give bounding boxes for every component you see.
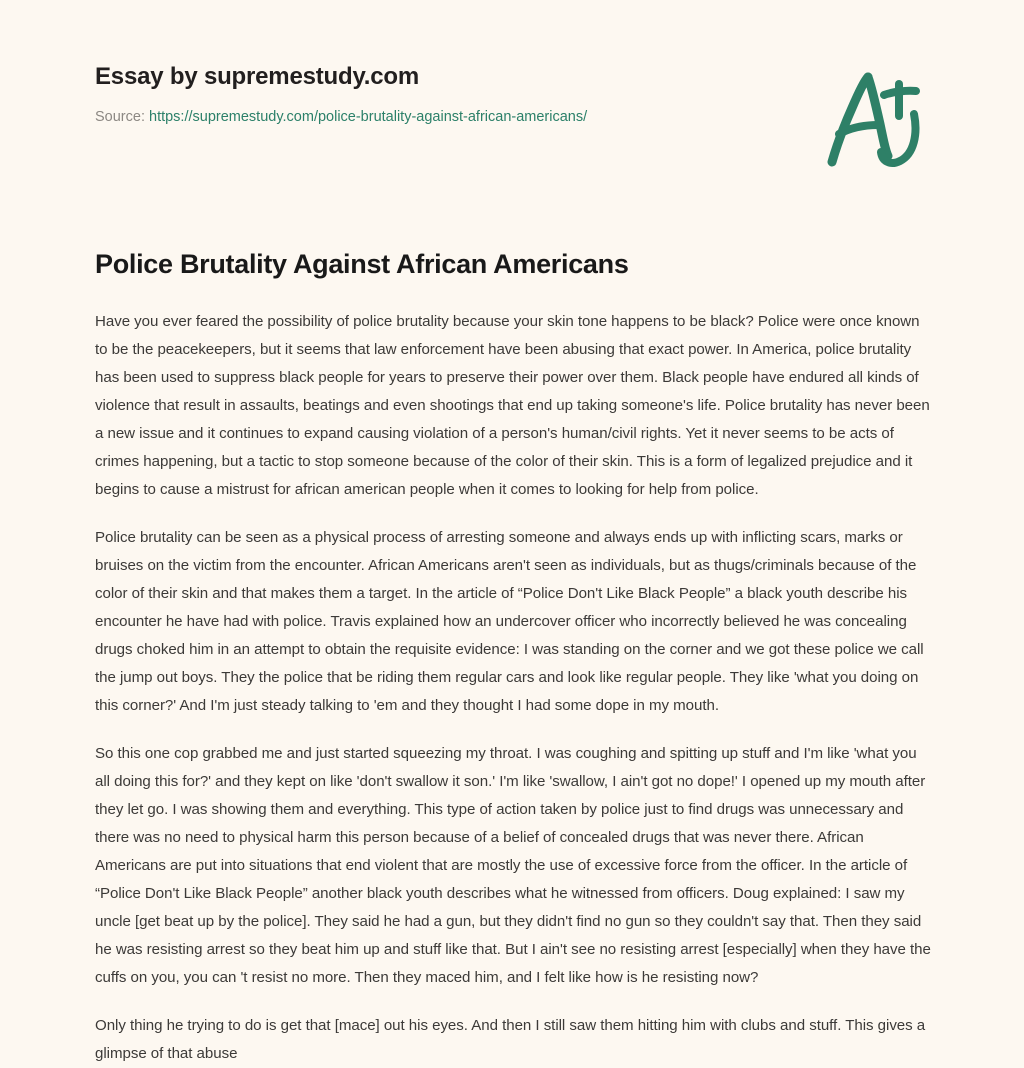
brand-title: Essay by supremestudy.com <box>95 63 420 90</box>
article-paragraph: Have you ever feared the possibility of police brutality because your skin tone happens to be black? Police were once known to be the peacekeepers, but it seems that law enforcement have been abusing that exact power. In America, police brutality has been used to suppress black people for years to preserve their power over them. Black people have endured all kinds of violence that result in assaults, beatings and even shootings that end up taking someone's life. Police brutality has never been a new issue and it continues to expand causing violation of a person's human/civil rights. Yet it never seems to be acts of crimes happening, but a tactic to stop someone because of the color of their skin. This is a form of legalized prejudice and it begins to cause a mistrust for african american people when it comes to looking for help from police. <box>95 312 930 498</box>
source-line <box>95 108 587 127</box>
article-paragraph: Police brutality can be seen as a physical process of arresting someone and always ends up with inflicting scars, marks or bruises on the victim from the encounter. African Americans aren't seen as individuals, but as thugs/criminals because of the color of their skin and that makes them a target. In the article of “Police Don't Like Black People” a black youth describe his encounter he have had with police. Travis explained how an undercover officer who incorrectly believed he was concealing drugs choked him in an attempt to obtain the requisite evidence: I was standing on the corner and we got these police we call the jump out boys. They the police that be riding them regular cars and look like regular people. They like 'what you doing on this corner?' And I'm just steady talking to 'em and they thought I had some dope in my mouth. <box>95 528 924 714</box>
article-body <box>95 308 931 1068</box>
a-plus-logo <box>806 62 934 172</box>
a-plus-logo-icon <box>806 62 934 172</box>
article-paragraph: Only thing he trying to do is get that [mace] out his eyes. And then I still saw them hitting him with clubs and stuff. This gives a glimpse of that abuse <box>95 1016 926 1062</box>
article-paragraph: So this one cop grabbed me and just started squeezing my throat. I was coughing and spitting up stuff and I'm like 'what you all doing this for?' and they kept on like 'don't swallow it son.' I'm like 'swallow, I ain't got no dope!' I opened up my mouth after they let go. I was showing them and everything. This type of action taken by police just to find drugs was unnecessary and there was no need to physical harm this person because of a belief of concealed drugs that was never there. African Americans are put into situations that end violent that are mostly the use of excessive force from the officer. In the article of “Police Don't Like Black People” another black youth describes what he witnessed from officers. Doug explained: I saw my uncle [get beat up by the police]. They said he had a gun, but they didn't find no gun so they couldn't say that. Then they said he was resisting arrest so they beat him up and stuff like that. But I ain't see no resisting arrest [especially] when they have the cuffs on you, you can 't resist no more. Then they maced him, and I felt like how is he resisting now? <box>95 744 931 986</box>
page-header <box>0 0 1024 200</box>
article <box>95 248 931 1068</box>
source-label: Source: <box>95 108 149 125</box>
page-title: Police Brutality Against African Americans <box>95 249 629 279</box>
source-url-link[interactable]: https://supremestudy.com/police-brutality-against-african-americans/ <box>149 108 588 125</box>
brand-block <box>95 63 587 127</box>
